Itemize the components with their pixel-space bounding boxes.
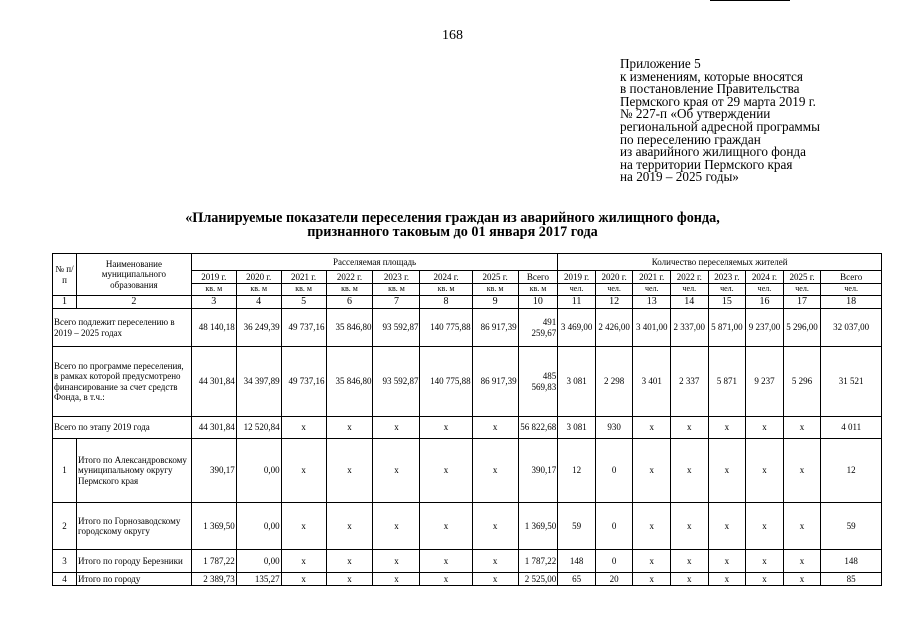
column-number: 14 <box>671 296 709 309</box>
header-year-area: Всего <box>518 271 558 284</box>
unit-area: кв. м <box>191 284 236 296</box>
appendix-line: № 227-п «Об утверждении <box>620 106 771 122</box>
area-cell: 390,17 <box>191 439 236 503</box>
unit-people: чел. <box>708 284 746 296</box>
column-number: 5 <box>281 296 326 309</box>
column-number: 16 <box>746 296 784 309</box>
area-cell: x <box>472 439 518 503</box>
table-row <box>53 503 882 550</box>
people-cell: x <box>783 503 821 550</box>
area-cell: x <box>326 550 373 573</box>
people-cell: x <box>671 550 709 573</box>
people-cell: 3 081 <box>558 417 596 439</box>
area-cell: 36 249,39 <box>236 309 281 347</box>
area-cell: x <box>281 503 326 550</box>
column-number: 1 <box>53 296 77 309</box>
people-cell: 2 426,00 <box>595 309 633 347</box>
area-cell: x <box>281 439 326 503</box>
area-cell: 48 140,18 <box>191 309 236 347</box>
row-num: 4 <box>53 573 77 586</box>
header-year-people: 2025 г. <box>783 271 821 284</box>
title-line-1: «Планируемые показатели переселения граждан из аварийного жилищного фонда, <box>185 210 720 226</box>
people-cell: 5 296 <box>783 347 821 417</box>
header-area-group: Расселяемая площадь <box>191 254 557 271</box>
people-cell: 31 521 <box>821 347 882 417</box>
people-cell: x <box>708 573 746 586</box>
unit-area: кв. м <box>373 284 420 296</box>
area-cell: x <box>373 417 420 439</box>
area-cell: x <box>472 550 518 573</box>
area-cell: x <box>472 573 518 586</box>
people-cell: x <box>783 573 821 586</box>
people-cell: 65 <box>558 573 596 586</box>
column-number: 10 <box>518 296 558 309</box>
unit-area: кв. м <box>326 284 373 296</box>
area-cell: 2 389,73 <box>191 573 236 586</box>
unit-people: чел. <box>783 284 821 296</box>
appendix-line: по переселению граждан <box>620 131 761 147</box>
area-cell: x <box>420 550 472 573</box>
column-number: 6 <box>326 296 373 309</box>
area-cell: 49 737,16 <box>281 347 326 417</box>
row-name: Итого по Горнозаводскому городскому округу <box>77 503 192 550</box>
people-cell: 3 469,00 <box>558 309 596 347</box>
unit-area: кв. м <box>236 284 281 296</box>
people-cell: x <box>708 417 746 439</box>
area-cell: x <box>420 417 472 439</box>
area-cell: 0,00 <box>236 439 281 503</box>
unit-people: чел. <box>671 284 709 296</box>
row-num: 3 <box>53 550 77 573</box>
people-cell: 32 037,00 <box>821 309 882 347</box>
people-cell: 3 081 <box>558 347 596 417</box>
people-cell: x <box>746 573 784 586</box>
area-cell: x <box>326 573 373 586</box>
unit-area: кв. м <box>518 284 558 296</box>
appendix-line: на территории Пермского края <box>620 156 793 172</box>
header-year-area: 2023 г. <box>373 271 420 284</box>
area-cell: 12 520,84 <box>236 417 281 439</box>
appendix-line: из аварийного жилищного фонда <box>620 144 806 160</box>
table-row <box>53 309 882 347</box>
people-cell: 2 337,00 <box>671 309 709 347</box>
appendix-line: в постановление Правительства <box>620 81 800 97</box>
area-cell: 93 592,87 <box>373 347 420 417</box>
header-year-area: 2019 г. <box>191 271 236 284</box>
area-cell: 86 917,39 <box>472 347 518 417</box>
people-cell: x <box>708 503 746 550</box>
row-name: Всего по этапу 2019 года <box>53 417 192 439</box>
area-cell: 1 369,50 <box>191 503 236 550</box>
area-cell: 56 822,68 <box>518 417 558 439</box>
people-cell: 2 298 <box>595 347 633 417</box>
people-cell: x <box>633 550 671 573</box>
area-cell: x <box>281 550 326 573</box>
people-cell: x <box>633 503 671 550</box>
area-cell: 135,27 <box>236 573 281 586</box>
column-number: 2 <box>77 296 192 309</box>
area-cell: 491 259,67 <box>518 309 558 347</box>
people-cell: x <box>708 439 746 503</box>
area-cell: 1 369,50 <box>518 503 558 550</box>
appendix-line: региональной адресной программы <box>620 118 820 134</box>
row-name: Итого по городу <box>77 573 192 586</box>
top-edge-mark <box>710 0 790 4</box>
column-number: 18 <box>821 296 882 309</box>
appendix-line: Пермского края от 29 марта 2019 г. <box>620 93 816 109</box>
people-cell: 5 871,00 <box>708 309 746 347</box>
title-line-2: признанного таковым до 01 января 2017 года <box>307 224 598 240</box>
row-name: Всего по программе переселения, в рамках которой предусмотрено финансирование за счет средств Фонда, в т.ч.: <box>53 347 192 417</box>
people-cell: 148 <box>821 550 882 573</box>
appendix-line: на 2019 – 2025 годы» <box>620 169 739 185</box>
area-cell: x <box>373 550 420 573</box>
people-cell: x <box>746 439 784 503</box>
header-year-area: 2024 г. <box>420 271 472 284</box>
column-number: 17 <box>783 296 821 309</box>
people-cell: 148 <box>558 550 596 573</box>
area-cell: x <box>326 417 373 439</box>
area-cell: x <box>281 573 326 586</box>
area-cell: 0,00 <box>236 503 281 550</box>
row-num: 2 <box>53 503 77 550</box>
area-cell: x <box>326 439 373 503</box>
area-cell: x <box>420 503 472 550</box>
area-cell: 1 787,22 <box>518 550 558 573</box>
people-cell: x <box>633 439 671 503</box>
header-year-people: 2020 г. <box>595 271 633 284</box>
resettlement-table <box>52 253 882 586</box>
row-name: Итого по городу Березники <box>77 550 192 573</box>
area-cell: 485 569,83 <box>518 347 558 417</box>
unit-area: кв. м <box>472 284 518 296</box>
area-cell: x <box>373 573 420 586</box>
area-cell: 390,17 <box>518 439 558 503</box>
header-year-people: 2022 г. <box>671 271 709 284</box>
area-cell: x <box>472 417 518 439</box>
people-cell: 930 <box>595 417 633 439</box>
people-cell: x <box>783 439 821 503</box>
people-cell: x <box>671 503 709 550</box>
table-row <box>53 347 882 417</box>
header-year-people: 2021 г. <box>633 271 671 284</box>
area-cell: 44 301,84 <box>191 347 236 417</box>
area-cell: x <box>281 417 326 439</box>
area-cell: x <box>420 439 472 503</box>
people-cell: 12 <box>821 439 882 503</box>
header-year-area: 2025 г. <box>472 271 518 284</box>
appendix-line: к изменениям, которые вносятся <box>620 68 803 84</box>
header-num: № п/п <box>53 254 77 296</box>
document-title <box>0 211 905 239</box>
people-cell: 85 <box>821 573 882 586</box>
people-cell: x <box>671 417 709 439</box>
table-row <box>53 439 882 503</box>
area-cell: 35 846,80 <box>326 309 373 347</box>
area-cell: 35 846,80 <box>326 347 373 417</box>
column-number: 4 <box>236 296 281 309</box>
people-cell: x <box>783 417 821 439</box>
header-name: Наименование муниципального образования <box>77 254 192 296</box>
people-cell: x <box>746 550 784 573</box>
people-cell: 5 296,00 <box>783 309 821 347</box>
people-cell: 3 401 <box>633 347 671 417</box>
area-cell: 140 775,88 <box>420 347 472 417</box>
area-cell: x <box>373 503 420 550</box>
header-year-area: 2020 г. <box>236 271 281 284</box>
people-cell: 20 <box>595 573 633 586</box>
unit-people: чел. <box>821 284 882 296</box>
row-name: Всего подлежит переселению в 2019 – 2025 годах <box>53 309 192 347</box>
area-cell: x <box>373 439 420 503</box>
appendix-line: Приложение 5 <box>620 56 701 71</box>
header-year-area: 2021 г. <box>281 271 326 284</box>
area-cell: 0,00 <box>236 550 281 573</box>
area-cell: 49 737,16 <box>281 309 326 347</box>
area-cell: 44 301,84 <box>191 417 236 439</box>
people-cell: x <box>633 417 671 439</box>
column-number: 12 <box>595 296 633 309</box>
area-cell: 140 775,88 <box>420 309 472 347</box>
column-number: 7 <box>373 296 420 309</box>
header-year-area: 2022 г. <box>326 271 373 284</box>
table-row <box>53 417 882 439</box>
unit-people: чел. <box>595 284 633 296</box>
people-cell: 2 337 <box>671 347 709 417</box>
unit-people: чел. <box>633 284 671 296</box>
unit-people: чел. <box>746 284 784 296</box>
people-cell: 59 <box>821 503 882 550</box>
people-cell: x <box>671 573 709 586</box>
area-cell: x <box>420 573 472 586</box>
people-cell: 0 <box>595 439 633 503</box>
table-row <box>53 573 882 586</box>
people-cell: 0 <box>595 550 633 573</box>
row-name: Итого по Александровскому муниципальному округу Пермского края <box>77 439 192 503</box>
column-number: 15 <box>708 296 746 309</box>
people-cell: x <box>746 417 784 439</box>
header-year-people: 2023 г. <box>708 271 746 284</box>
people-cell: 12 <box>558 439 596 503</box>
people-cell: 59 <box>558 503 596 550</box>
unit-people: чел. <box>558 284 596 296</box>
area-cell: 86 917,39 <box>472 309 518 347</box>
header-year-people: Всего <box>821 271 882 284</box>
header-people-group: Количество переселяемых жителей <box>558 254 882 271</box>
people-cell: 5 871 <box>708 347 746 417</box>
area-cell: 34 397,89 <box>236 347 281 417</box>
area-cell: x <box>472 503 518 550</box>
column-number: 3 <box>191 296 236 309</box>
page-number: 168 <box>442 28 463 43</box>
people-cell: 0 <box>595 503 633 550</box>
unit-area: кв. м <box>281 284 326 296</box>
people-cell: x <box>746 503 784 550</box>
people-cell: 3 401,00 <box>633 309 671 347</box>
unit-area: кв. м <box>420 284 472 296</box>
people-cell: 9 237 <box>746 347 784 417</box>
area-cell: 93 592,87 <box>373 309 420 347</box>
column-number: 13 <box>633 296 671 309</box>
column-number: 9 <box>472 296 518 309</box>
people-cell: x <box>633 573 671 586</box>
people-cell: 4 011 <box>821 417 882 439</box>
column-number: 8 <box>420 296 472 309</box>
column-number: 11 <box>558 296 596 309</box>
table-row <box>53 550 882 573</box>
row-num: 1 <box>53 439 77 503</box>
people-cell: x <box>708 550 746 573</box>
area-cell: 2 525,00 <box>518 573 558 586</box>
header-year-people: 2024 г. <box>746 271 784 284</box>
header-year-people: 2019 г. <box>558 271 596 284</box>
people-cell: x <box>671 439 709 503</box>
people-cell: 9 237,00 <box>746 309 784 347</box>
people-cell: x <box>783 550 821 573</box>
area-cell: x <box>326 503 373 550</box>
appendix-block <box>620 58 890 184</box>
area-cell: 1 787,22 <box>191 550 236 573</box>
